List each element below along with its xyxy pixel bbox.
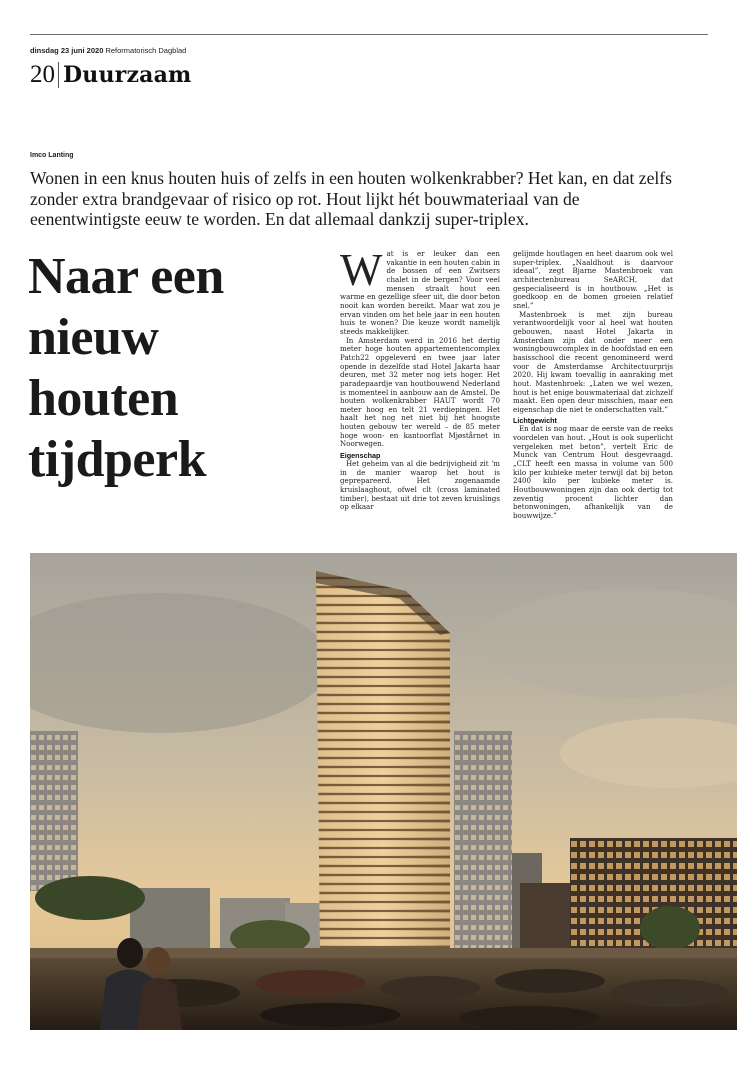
left-highrise [30, 731, 78, 891]
person-head [117, 938, 143, 968]
tower-floors [316, 571, 450, 953]
section-header [30, 58, 192, 92]
body-paragraph: En dat is nog maar de eerste van de reeks voordelen van hout. „Hout is ook superlicht vergeleken met beton”, vertelt Eric de Munck van Centrum Hout desgevraagd. „CLT heeft een massa in volume van 500 kilo per kubieke meter terwijl dat bij beton 2400 kilo per kubieke meter is. Houtbouwwoningen zijn dan ook dertig tot zeventig procent lichter dan betonwoningen, afhankelijk van de bouwwijze.” [513, 424, 673, 521]
boat [380, 976, 480, 1000]
person-head [146, 947, 170, 975]
page-number: 20 [30, 61, 55, 88]
issue-date: dinsdag 23 juni 2020 [30, 46, 104, 55]
boat [460, 1006, 600, 1030]
section-title: Duurzaam [63, 62, 192, 88]
building-photo [30, 553, 737, 1030]
publication-name: Reformatorisch Dagblad [105, 46, 187, 55]
second-tower [454, 731, 512, 953]
body-column-1 [340, 245, 500, 512]
paragraph-text: at is er leuker dan een vakantie in een houten cabin in de bossen of een Zwitsers chalet in de bergen? Voor veel mensen straalt hout een warme en gezellige sfeer uit, die door beton nooit kan worden bereikt. Maar wat zou je ervan vinden om het hele jaar in een houten huis te wonen? Die keuze wordt namelijk steeds makkelijker. [340, 249, 500, 336]
dateline [30, 46, 186, 55]
body-paragraph: Het geheim van al die bedrijvigheid zit 'm in de manier waarop het hout is geprepareerd. Het zogenaamde kruislaaghout, ofwel clt (cross laminated timber), bestaat uit drie tot zeven kruislings op elkaar [340, 459, 500, 512]
tree [640, 906, 700, 950]
body-paragraph [340, 245, 500, 337]
subheading-lichtgewicht: Lichtgewicht [513, 416, 557, 426]
article-lead: Wonen in een knus houten huis of zelfs in een houten wolkenkrabber? Het kan, en dat zelfs zonder extra brandgevaar of risico op rot. Hout lijkt hét bouwmateriaal van de eenentwintigste eeuw te worden. En dat allemaal dankzij super-triplex. [30, 168, 673, 229]
right-building-low [520, 883, 570, 958]
body-paragraph: gelijmde houtlagen en heet daarom ook wel super-triplex. „Naaldhout is daarvoor ideaal”, zegt Bjarne Mastenbroek van architectenbureau SeARCH, dat gespecialiseerd is in houtbouw. „Het is goedkoop en de bomen groeien relatief snel.” [513, 249, 673, 310]
tree [35, 876, 145, 920]
top-rule [30, 34, 708, 35]
boat [610, 979, 730, 1007]
body-paragraph: In Amsterdam werd in 2016 het dertig meter hoge houten appartementencomplex Patch22 opgeleverd en twee jaar later opende in dezelfde stad Hotel Jakarta haar deuren, met 32 meter nog iets hoger. Het paradepaardje van houtbouwend Nederland is momenteel in aanbouw aan de Amstel. De houten wolkenkrabber HAUT wordt 70 meter hoog en telt 21 verdiepingen. Het haalt het nog net niet bij het hoogste houten gebouw ter wereld – de 85 meter hoge woon- en kantoorflat Mjøstårnet in Noorwegen. [340, 335, 500, 449]
body-paragraph: Mastenbroek is met zijn bureau verantwoordelijk voor al heel wat houten gebouwen, naast Hotel Jakarta in Amsterdam zijn dat onder meer een woningbouwcomplex in de hoofdstad en een basisschool die recent genomineerd werd voor de Amsterdamse Architectuurprijs 2020. Hij kwam toevallig in aanraking met hout. Mastenbroek: „Laten we wel wezen, hout is het enige bouwmateriaal dat zichzelf maakt. Een open deur misschien, maar een eigenschap die niet te onderschatten valt.” [513, 309, 673, 414]
author-byline: Imco Lanting [30, 152, 74, 159]
section-divider [58, 62, 59, 88]
boat [260, 1003, 400, 1027]
subheading-eigenschap: Eigenschap [340, 451, 381, 461]
person-body [138, 978, 182, 1030]
boat [255, 970, 365, 996]
article-headline: Naar een nieuw houten tijdperk [28, 248, 224, 488]
boat [495, 969, 605, 993]
drop-cap: W [340, 245, 383, 295]
body-column-2 [513, 250, 673, 521]
